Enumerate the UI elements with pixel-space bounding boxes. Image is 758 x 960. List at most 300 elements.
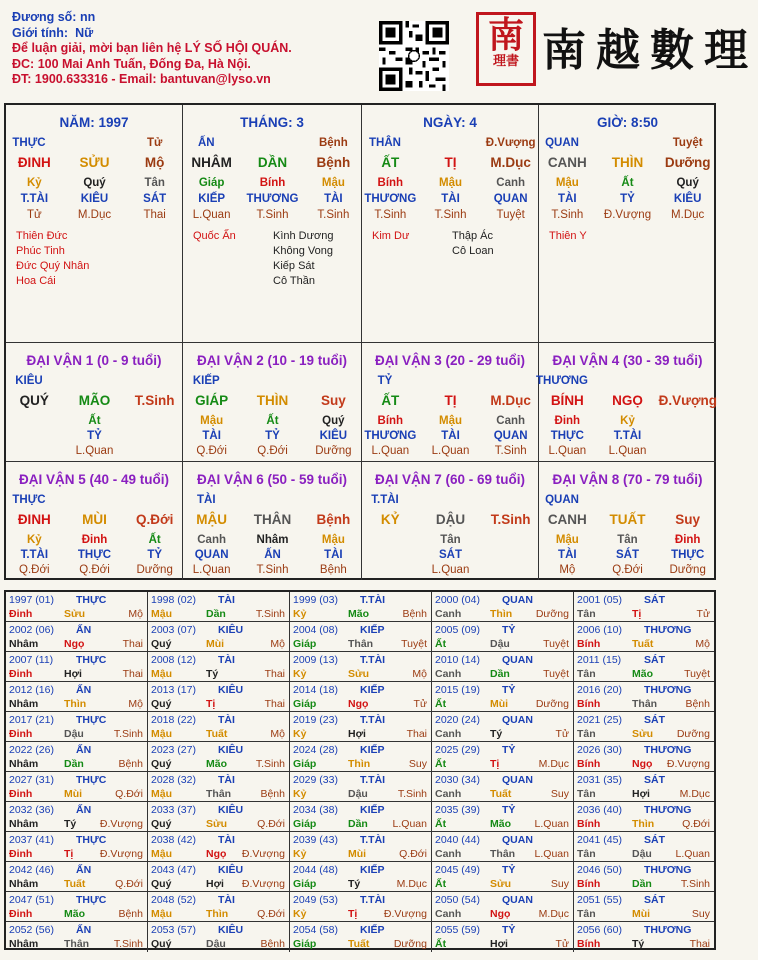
life-phase: Dưỡng (535, 608, 569, 620)
year-label: 2000 (04) (435, 594, 480, 606)
heavenly-stem: Giáp (293, 938, 317, 950)
earthly-branch: Dần (632, 878, 652, 890)
pillar-grid (4, 103, 716, 580)
life-phase: Dưỡng (535, 698, 569, 710)
earthly-branch: Mùi (490, 698, 509, 710)
ten-god: TÀI (218, 594, 235, 606)
dai_van-item: Kỷ (620, 415, 635, 427)
life-phase: Đ.Vượng (241, 848, 285, 860)
life-phase: Bệnh (685, 698, 710, 710)
dai_van-item: L.Quan (192, 564, 231, 576)
heavenly-stem: Giáp (293, 758, 317, 770)
ten-god: THỰC (76, 714, 107, 726)
life-phase: Đ.Vượng (99, 818, 143, 830)
dai_van-title: ĐẠI VẬN 2 (10 - 19 tuổi) (196, 353, 348, 368)
dai_van-row (362, 532, 538, 548)
heavenly-stem: Tân (577, 788, 596, 800)
year-label: 2022 (26) (9, 744, 54, 756)
year-label: 2038 (42) (151, 834, 196, 846)
heavenly-stem: Ất (435, 818, 447, 830)
year-cell (290, 592, 432, 622)
year-label: 2045 (49) (435, 864, 480, 876)
ten-god: SÁT (644, 714, 665, 726)
year-cell (148, 802, 290, 832)
dai_van-item: ĐINH (17, 512, 51, 527)
dai_van-cell (362, 462, 539, 580)
dai_van-cell (6, 462, 183, 580)
year-label: 2055 (59) (435, 924, 480, 936)
year-label: 2018 (22) (151, 714, 196, 726)
earthly-branch: Ngọ (490, 908, 511, 920)
year-cell (574, 862, 714, 892)
pillars-item: Tuyệt (672, 137, 703, 149)
dai_van-item: T.TÀI (371, 494, 399, 506)
heavenly-stem: Bính (577, 698, 601, 710)
life-phase: M.Dục (538, 758, 569, 770)
ten-god: THƯƠNG (644, 804, 692, 816)
life-phase: Thai (264, 698, 285, 710)
pillars-item: Kỷ (26, 177, 42, 189)
life-phase: Thai (122, 668, 143, 680)
dai_van-item: GIÁP (195, 393, 229, 408)
shen-sha-item: Hoa Cái (16, 275, 56, 287)
earthly-branch: Dần (64, 758, 84, 770)
year-cell (574, 712, 714, 742)
heavenly-stem: Canh (435, 668, 462, 680)
earthly-branch: Tý (64, 818, 77, 830)
seal-stamp (476, 12, 536, 86)
pillars-row (362, 175, 538, 191)
dai_van-item: THÂN (253, 512, 292, 527)
ten-god: TỶ (502, 864, 516, 876)
year-cell (432, 922, 574, 952)
earthly-branch: Thìn (632, 818, 655, 830)
pillars-item: Mậu (321, 177, 345, 189)
pillars-item: TỶ (620, 193, 635, 205)
dai_van-item: THỰC (550, 430, 584, 442)
earthly-branch: Sửu (64, 608, 86, 620)
dai_van-item: KỶ (380, 512, 400, 527)
year-cell (290, 802, 432, 832)
dai_van-title: ĐẠI VẬN 3 (20 - 29 tuổi) (374, 353, 526, 368)
dai_van-cell (183, 462, 362, 580)
life-phase: Q.Đới (115, 878, 143, 890)
year-label: 2021 (25) (577, 714, 622, 726)
dai_van-row (539, 547, 716, 563)
earthly-branch: Hợi (632, 788, 650, 800)
year-cell (432, 802, 574, 832)
year-cell (148, 922, 290, 952)
dai_van-item: THƯƠNG (536, 375, 588, 387)
year-cell (148, 652, 290, 682)
ten-god: TÀI (218, 774, 235, 786)
dai_van-row (183, 547, 361, 563)
year-label: 2035 (39) (435, 804, 480, 816)
ten-god: THỰC (76, 894, 107, 906)
earthly-branch: Tị (348, 908, 358, 920)
ten-god: QUAN (502, 654, 533, 666)
ten-god: QUAN (502, 834, 533, 846)
pillars-item: Ất (621, 177, 634, 189)
year-cell (574, 922, 714, 952)
header-info (12, 10, 292, 88)
year-label: 1999 (03) (293, 594, 338, 606)
dai_van-item: TÀI (441, 430, 460, 442)
ten-god: KIÊU (218, 804, 244, 816)
life-phase: M.Dục (538, 908, 569, 920)
pillars-item: L.Quan (192, 209, 231, 221)
heavenly-stem: Nhâm (9, 938, 39, 950)
dai_van-row (6, 428, 182, 444)
dai_van-item: Đinh (81, 534, 108, 546)
heavenly-stem: Quý (151, 638, 172, 650)
shen-sha-item: Thiên Đức (16, 230, 68, 242)
year-cell (148, 862, 290, 892)
pillars-item: T.TÀI (20, 193, 49, 205)
life-phase: Thai (406, 728, 427, 740)
shen-sha-item: Thiên Y (549, 230, 587, 242)
dai_van-item: TỶ (377, 375, 393, 387)
life-phase: Đ.Vượng (666, 758, 710, 770)
earthly-branch: Hợi (348, 728, 366, 740)
pillars-item: QUAN (493, 193, 528, 205)
dai_van-item: MÃO (78, 393, 111, 408)
pillars-row (183, 207, 361, 223)
dai_van-row (362, 413, 538, 429)
dai_van-item: TỶ (147, 549, 163, 561)
year-label: 2017 (21) (9, 714, 54, 726)
dai_van-item: T.TÀI (20, 549, 49, 561)
year-label: 2044 (48) (293, 864, 338, 876)
pillars-item: KIÊU (673, 193, 702, 205)
year-label: 2015 (19) (435, 684, 480, 696)
year-cell (290, 712, 432, 742)
pillars-item: Bính (377, 177, 404, 189)
shen-sha-list (549, 229, 587, 244)
ten-god: SÁT (644, 774, 665, 786)
life-phase: Mộ (270, 728, 285, 740)
earthly-branch: Mùi (632, 908, 651, 920)
life-phase: T.Sinh (255, 758, 285, 770)
pillars-item: SÁT (143, 193, 167, 205)
dai_van-item: Bệnh (319, 564, 347, 576)
life-phase: Q.Đới (257, 908, 285, 920)
year-cell (290, 832, 432, 862)
pillars-item: CANH (547, 155, 587, 170)
gender-line (12, 26, 292, 42)
life-phase: Suy (408, 758, 427, 770)
year-label: 2052 (56) (9, 924, 54, 936)
year-cell (6, 592, 148, 622)
pillars-item: TỊ (444, 155, 457, 170)
heavenly-stem: Nhâm (9, 638, 39, 650)
life-phase: Tử (696, 608, 710, 620)
dai_van-item: T.TÀI (613, 430, 642, 442)
dai_van-item: Suy (675, 512, 701, 527)
pillars-item: THÌN (611, 155, 644, 170)
pillars-item: ẤT (381, 155, 400, 170)
dai_van-item: Bệnh (316, 512, 351, 527)
year-cell (432, 862, 574, 892)
year-cell (148, 682, 290, 712)
ten-god: QUAN (502, 894, 533, 906)
earthly-branch: Sửu (348, 668, 370, 680)
ten-god: KIẾP (360, 624, 385, 636)
ten-god: THƯƠNG (644, 624, 692, 636)
life-phase: Đ.Vượng (241, 878, 285, 890)
year-cell (6, 772, 148, 802)
earthly-branch: Ngọ (632, 758, 653, 770)
life-phase: Thai (264, 668, 285, 680)
ten-god: KIẾP (360, 684, 385, 696)
life-phase: Tuyệt (543, 638, 569, 650)
dai_van-row (536, 373, 716, 389)
life-phase: Mộ (128, 608, 143, 620)
year-label: 2010 (14) (435, 654, 480, 666)
year-cell (574, 802, 714, 832)
heavenly-stem: Đinh (9, 908, 33, 920)
heavenly-stem: Giáp (293, 698, 317, 710)
brand-logo (476, 12, 758, 88)
pillars-item: M.Dục (490, 155, 531, 170)
dai_van-row (362, 443, 538, 459)
pillars-item: THƯƠNG (364, 193, 417, 205)
ten-god: TỶ (502, 684, 516, 696)
dai_van-item: MẬU (196, 512, 227, 527)
dai_van-row (6, 492, 182, 508)
year-label: 2024 (28) (293, 744, 338, 756)
pillars-row (539, 135, 716, 151)
dai_van-title: ĐẠI VẬN 4 (30 - 39 tuổi) (552, 353, 703, 368)
dai_van-item: TÀI (202, 430, 221, 442)
dai_van-item: Tân (617, 534, 638, 546)
earthly-branch: Ngọ (64, 638, 85, 650)
ten-god: THỰC (76, 774, 107, 786)
heavenly-stem: Bính (577, 878, 601, 890)
heavenly-stem: Đinh (9, 728, 33, 740)
ten-god: KIÊU (218, 624, 244, 636)
year-label: 2041 (45) (577, 834, 622, 846)
year-cell (6, 652, 148, 682)
year-label: 2011 (15) (577, 654, 622, 666)
earthly-branch: Thân (348, 638, 374, 650)
dai_van-item: Q.Đới (79, 564, 110, 576)
dai_van-item: TÀI (324, 549, 343, 561)
life-phase: Đ.Vượng (99, 848, 143, 860)
pillars-row (183, 155, 361, 171)
pillars-row (6, 155, 182, 171)
year-label: 2039 (43) (293, 834, 338, 846)
year-cell (574, 832, 714, 862)
dai_van-item: Q.Đới (257, 445, 288, 457)
contact-line: Để luận giải, mời bạn liên hệ LÝ SỐ HỘI QUÁN. (12, 41, 292, 55)
pillars-item: Mộ (144, 155, 165, 170)
ten-god: SÁT (644, 654, 665, 666)
dai_van-item: TỶ (265, 430, 280, 442)
year-label: 2020 (24) (435, 714, 480, 726)
heavenly-stem: Nhâm (9, 758, 39, 770)
shen-sha-list (372, 229, 409, 244)
dai_van-item: Mậu (439, 415, 462, 427)
ten-god: QUAN (502, 774, 533, 786)
year-cell (290, 772, 432, 802)
earthly-branch: Hợi (490, 938, 508, 950)
earthly-branch: Dậu (64, 728, 84, 740)
heavenly-stem: Kỷ (293, 728, 307, 740)
life-phase: Dưỡng (393, 938, 427, 950)
dai_van-item: T.Sinh (134, 393, 175, 408)
year-label: 2053 (57) (151, 924, 196, 936)
year-label: 2054 (58) (293, 924, 338, 936)
pillars-cell (6, 105, 183, 343)
year-label: 2005 (09) (435, 624, 480, 636)
pillars-row (6, 135, 182, 151)
shen-sha-item: Cô Thần (273, 275, 315, 287)
heavenly-stem: Canh (435, 608, 462, 620)
life-phase: Mộ (695, 638, 710, 650)
dai_van-row (183, 492, 361, 508)
ten-god: T.TÀI (360, 894, 386, 906)
year-label: 2042 (46) (9, 864, 54, 876)
gender-value: Nữ (75, 25, 94, 40)
dai_van-row (6, 413, 182, 429)
ten-god: THỰC (76, 594, 107, 606)
heavenly-stem: Tân (577, 668, 596, 680)
heavenly-stem: Bính (577, 638, 601, 650)
dai_van-row (6, 547, 182, 563)
earthly-branch: Thìn (348, 758, 371, 770)
dai_van-item: ẤN (264, 549, 281, 561)
life-phase: Q.Đới (115, 788, 143, 800)
dai_van-item: T.Sinh (490, 512, 531, 527)
dai_van-row (539, 413, 716, 429)
dai_van-item: TÀI (558, 549, 577, 561)
heavenly-stem: Ất (435, 758, 447, 770)
year-label: 2013 (17) (151, 684, 196, 696)
dai_van-item: Canh (197, 534, 226, 546)
pillars-title: GIỜ: 8:50 (596, 115, 659, 130)
life-phase: Tuyệt (684, 668, 710, 680)
life-phase: T.Sinh (397, 788, 427, 800)
pillars-item: Tử (26, 209, 42, 221)
earthly-branch: Thân (206, 788, 232, 800)
pillars-item: NHÂM (191, 155, 232, 170)
pillars-item: TÀI (324, 193, 343, 205)
shen-sha-item: Phúc Tinh (16, 245, 65, 257)
earthly-branch: Mùi (64, 788, 83, 800)
year-label: 2023 (27) (151, 744, 196, 756)
year-cell (574, 652, 714, 682)
earthly-branch: Dậu (206, 938, 226, 950)
earthly-branch: Tý (632, 938, 645, 950)
heavenly-stem: Mậu (151, 728, 172, 740)
ten-god: KIẾP (360, 804, 385, 816)
dai_van-row (183, 512, 361, 528)
dai_van-item: QUAN (194, 549, 229, 561)
life-phase: Thai (689, 938, 710, 950)
year-label: 2029 (33) (293, 774, 338, 786)
year-cell (574, 622, 714, 652)
dai_van-item: CANH (547, 512, 587, 527)
earthly-branch: Dậu (490, 638, 510, 650)
pillars-cell (539, 105, 716, 343)
pillars-item: Bệnh (318, 137, 348, 149)
dai_van-row (6, 512, 182, 528)
life-phase: Suy (550, 878, 569, 890)
dai_van-row (6, 373, 182, 389)
year-label: 2051 (55) (577, 894, 622, 906)
year-cell (6, 862, 148, 892)
pillars-row (183, 175, 361, 191)
pillars-item: Bệnh (316, 155, 351, 170)
earthly-branch: Mão (490, 818, 511, 830)
life-phase: Mộ (128, 698, 143, 710)
dai_van-item: BÍNH (550, 393, 584, 408)
seal-sub-chars: 理書 (492, 54, 519, 69)
ten-god: THỰC (76, 654, 107, 666)
life-phase: T.Sinh (680, 878, 710, 890)
dai_van-title: ĐẠI VẬN 8 (70 - 79 tuổi) (552, 472, 703, 487)
dai_van-row (539, 562, 716, 578)
ten-god: TỶ (502, 804, 516, 816)
dai_van-item: TỶ (87, 430, 102, 442)
life-phase: Dưỡng (676, 728, 710, 740)
earthly-branch: Tị (632, 608, 642, 620)
dai_van-row (539, 512, 716, 528)
dai_van-item: QUÝ (19, 393, 49, 408)
year-label: 1998 (02) (151, 594, 196, 606)
pillars-item: THƯƠNG (246, 193, 299, 205)
pillars-item: TÀI (441, 193, 460, 205)
year-label: 2040 (44) (435, 834, 480, 846)
earthly-branch: Thìn (64, 698, 87, 710)
pillars-title: NĂM: 1997 (59, 115, 129, 130)
dai_van-item: QUAN (493, 430, 528, 442)
earthly-branch: Tý (348, 878, 361, 890)
pillars-row (539, 155, 716, 171)
earthly-branch: Ngọ (206, 848, 227, 860)
pillars-item: SỬU (79, 155, 110, 170)
dai_van-item: Mậu (200, 415, 224, 427)
pillars-item: Mậu (555, 177, 579, 189)
year-cell (574, 742, 714, 772)
ten-god: T.TÀI (360, 714, 386, 726)
year-cell (290, 742, 432, 772)
dai_van-cell (6, 343, 183, 462)
dai_van-item: THÌN (256, 393, 289, 408)
life-phase: Q.Đới (257, 818, 285, 830)
earthly-branch: Sửu (632, 728, 654, 740)
pillars-item: M.Dục (671, 209, 705, 221)
dai_van-item: THƯƠNG (364, 430, 417, 442)
dai_van-row (6, 443, 182, 459)
life-phase: Mộ (412, 668, 427, 680)
heavenly-stem: Kỷ (293, 668, 307, 680)
life-phase: T.Sinh (113, 728, 143, 740)
heavenly-stem: Tân (577, 728, 596, 740)
ten-god: KIÊU (218, 924, 244, 936)
earthly-branch: Tuất (632, 638, 654, 650)
earthly-branch: Thìn (206, 908, 229, 920)
pillars-item: T.Sinh (434, 209, 467, 221)
life-phase: Bệnh (260, 788, 285, 800)
pillars-item: Quý (676, 177, 699, 189)
year-cell (6, 832, 148, 862)
earthly-branch: Thân (632, 698, 658, 710)
earthly-branch: Dần (206, 608, 226, 620)
dai_van-item: T.Sinh (494, 445, 527, 457)
year-cell (6, 682, 148, 712)
